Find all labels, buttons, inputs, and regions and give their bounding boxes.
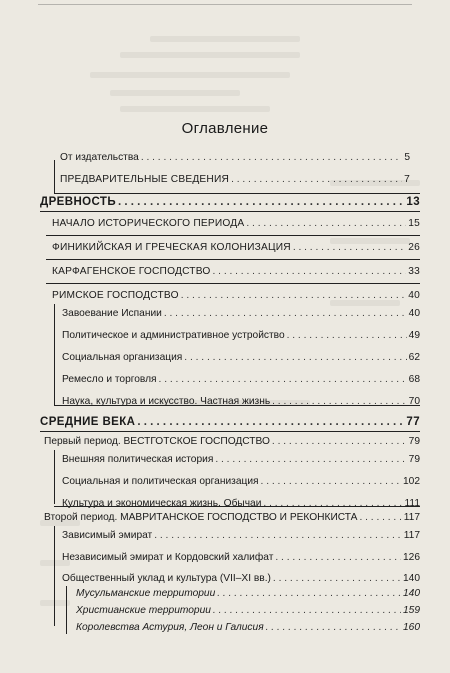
toc-entry-label: Королевства Астурия, Леон и Галисия [76, 622, 264, 633]
leader-dots [181, 290, 407, 301]
leader-dots [164, 308, 407, 319]
running-header-line [38, 4, 412, 5]
leader-dots [154, 530, 402, 541]
toc-entry[interactable] [44, 436, 420, 447]
toc-entry-label: Социальная организация [62, 352, 183, 363]
toc-entry-page: 126 [403, 552, 420, 563]
toc-entry[interactable] [62, 352, 420, 363]
toc-entry[interactable] [62, 498, 420, 509]
bracket-line [54, 304, 55, 405]
toc-entry[interactable] [52, 242, 420, 253]
toc-entry-label: СРЕДНИЕ ВЕКА [40, 416, 136, 428]
toc-entry-page: 40 [408, 308, 420, 319]
toc-entry[interactable] [52, 218, 420, 229]
page-title: Оглавление [181, 120, 269, 137]
section-rule [40, 431, 420, 432]
toc-entry-page: 77 [406, 416, 420, 428]
toc-entry-page: 160 [403, 622, 420, 633]
toc-entry-page: 49 [408, 330, 420, 341]
toc-entry-label: Социальная и политическая организация [62, 476, 259, 487]
toc-entry-label: Зависимый эмират [62, 530, 153, 541]
toc-entry-page: 15 [408, 218, 420, 229]
bracket-line [66, 586, 67, 634]
toc-entry-page: 140 [403, 588, 420, 599]
toc-entry-page: 79 [408, 436, 420, 447]
toc-entry[interactable] [62, 454, 420, 465]
leader-dots [159, 374, 407, 385]
toc-entry-page: 117 [403, 530, 420, 541]
toc-entry[interactable] [44, 512, 420, 523]
toc-entry-label: Ремесло и торговля [62, 374, 157, 385]
toc-entry-label: Общественный уклад и культура (VII–XI вв.) [62, 573, 271, 584]
leader-dots [293, 242, 406, 253]
toc-entry-label: Мусульманские территории [76, 588, 216, 599]
leader-dots [184, 352, 406, 363]
leader-dots [137, 416, 404, 428]
toc-entry-page: 40 [408, 290, 420, 301]
toc-entry-page: 26 [408, 242, 420, 253]
leader-dots [141, 152, 403, 163]
toc-entry-label: Завоевание Испании [62, 308, 162, 319]
section-rule [46, 283, 420, 284]
toc-entry-page: 102 [403, 476, 420, 487]
toc-entry-label: Христианские территории [76, 605, 211, 616]
toc-entry-label: Внешняя политическая история [62, 454, 214, 465]
toc-entry[interactable] [62, 552, 420, 563]
toc-entry-label: Культура и экономическая жизнь. Обычаи [62, 498, 262, 509]
section-rule [46, 235, 420, 236]
leader-dots [118, 196, 404, 208]
toc-entry-page: 117 [403, 512, 420, 523]
toc-entry-label: Политическое и административное устройство [62, 330, 285, 341]
bracket-line [54, 160, 55, 193]
leader-dots [273, 573, 401, 584]
leader-dots [272, 436, 407, 447]
toc-entry-page: 111 [404, 498, 420, 509]
toc-entry-page: 159 [403, 605, 420, 616]
leader-dots [215, 454, 406, 465]
toc-entry[interactable] [62, 330, 420, 341]
toc-entry[interactable] [52, 290, 420, 301]
section-rule [54, 405, 420, 406]
toc-entry-label: ФИНИКИЙСКАЯ И ГРЕЧЕСКАЯ КОЛОНИЗАЦИЯ [52, 242, 291, 253]
section-rule [54, 506, 420, 507]
toc-entry[interactable] [52, 266, 420, 277]
toc-entry-label: Первый период. ВЕСТГОТСКОЕ ГОСПОДСТВО [44, 436, 270, 447]
section-rule [54, 193, 420, 194]
toc-entry-page: 68 [408, 374, 420, 385]
toc-entry[interactable] [76, 605, 420, 616]
toc-entry-label: Второй период. МАВРИТАНСКОЕ ГОСПОДСТВО И РЕКОНКИСТА [44, 512, 358, 523]
toc-entry[interactable] [76, 588, 420, 599]
section-rule [46, 259, 420, 260]
leader-dots [266, 622, 401, 633]
toc-entry-page: 5 [404, 152, 410, 163]
toc-entry[interactable] [62, 476, 420, 487]
leader-dots [261, 476, 401, 487]
toc-entry-label: От издательства [60, 152, 139, 163]
leader-dots [213, 605, 401, 616]
toc-entry-label: НАЧАЛО ИСТОРИЧЕСКОГО ПЕРИОДА [52, 218, 245, 229]
toc-entry[interactable] [62, 374, 420, 385]
toc-entry[interactable] [62, 573, 420, 584]
toc-entry[interactable] [40, 416, 420, 428]
leader-dots [287, 330, 407, 341]
toc-entry-page: 140 [403, 573, 420, 584]
toc-entry[interactable] [60, 152, 410, 163]
leader-dots [359, 512, 401, 523]
bracket-line [54, 526, 55, 626]
section-rule [40, 211, 420, 212]
toc-entry-label: ДРЕВНОСТЬ [40, 196, 116, 208]
leader-dots [231, 174, 402, 185]
toc-entry-page: 70 [408, 396, 420, 407]
toc-entry-page: 62 [408, 352, 420, 363]
toc-entry-page: 79 [408, 454, 420, 465]
bracket-line [54, 450, 55, 504]
toc-entry[interactable] [62, 530, 420, 541]
toc-entry-label: Наука, культура и искусство. Частная жизнь [62, 396, 271, 407]
leader-dots [263, 498, 402, 509]
leader-dots [275, 552, 401, 563]
toc-entry-label: Независимый эмират и Кордовский халифат [62, 552, 274, 563]
leader-dots [246, 218, 406, 229]
toc-entry[interactable] [62, 308, 420, 319]
toc-entry-page: 7 [404, 174, 410, 185]
toc-entry[interactable] [76, 622, 420, 633]
toc-entry-label: КАРФАГЕНСКОЕ ГОСПОДСТВО [52, 266, 211, 277]
toc-entry[interactable] [60, 174, 410, 185]
toc-entry[interactable] [40, 196, 420, 208]
toc-entry-label: РИМСКОЕ ГОСПОДСТВО [52, 290, 179, 301]
leader-dots [213, 266, 407, 277]
toc-entry-label: ПРЕДВАРИТЕЛЬНЫЕ СВЕДЕНИЯ [60, 174, 230, 185]
toc-entry-page: 13 [406, 196, 420, 208]
leader-dots [217, 588, 401, 599]
toc-entry-page: 33 [408, 266, 420, 277]
